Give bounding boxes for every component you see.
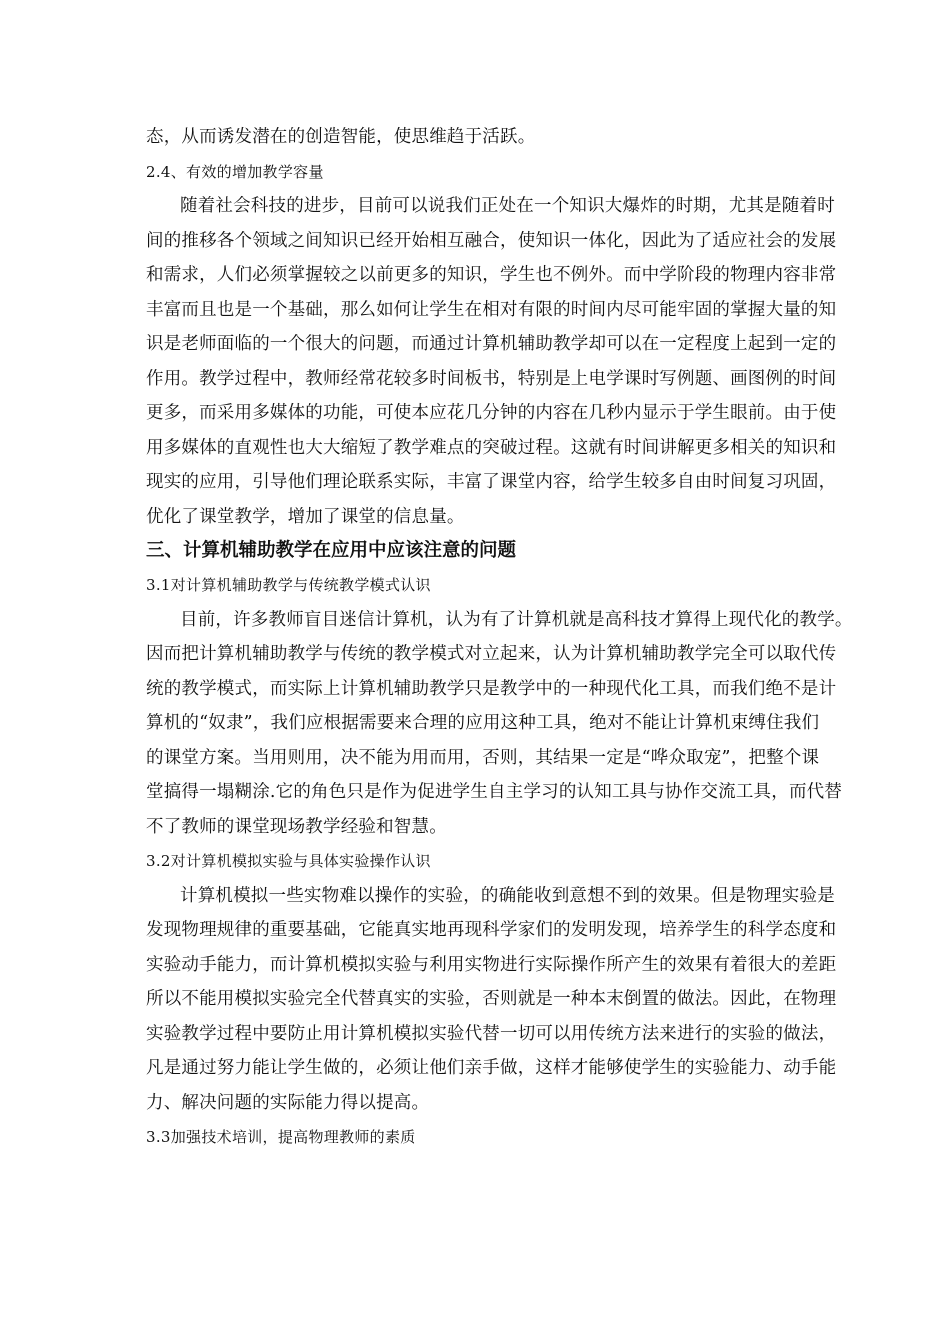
paragraph-line: 实验教学过程中要防止用计算机模拟实验代替一切可以用传统方法来进行的实验的做法， (146, 1023, 837, 1044)
section-heading-2-4: 2.4、有效的增加教学容量 (146, 162, 324, 181)
section-heading-3-1: 3.1对计算机辅助教学与传统教学模式认识 (146, 576, 431, 594)
paragraph-line: 丰富而且也是一个基础，那么如何让学生在相对有限的时间内尽可能牢固的掌握大量的知 (146, 299, 837, 320)
paragraph-line: 作用。教学过程中，教师经常花较多时间板书，特别是上电学课时写例题、画图例的时间 (146, 368, 837, 389)
paragraph-line: 和需求，人们必须掌握较之以前更多的知识，学生也不例外。而中学阶段的物理内容非常 (146, 265, 837, 285)
paragraph-line: 随着社会科技的进步，目前可以说我们正处在一个知识大爆炸的时期，尤其是随着时 (180, 196, 835, 216)
paragraph-cai-vs-traditional (146, 603, 853, 845)
paragraph-line: 的课堂方案。当用则用，决不能为用而用，否则，其结果一定是“哗众取宠”，把整个课 (146, 747, 820, 768)
paragraph-simulation-vs-experiment (146, 879, 837, 1121)
paragraph-line: 态，从而诱发潜在的创造智能，使思维趋于活跃。 (146, 127, 536, 147)
section-heading-3-2: 3.2对计算机模拟实验与具体实验操作认识 (146, 852, 431, 870)
paragraph-line: 所以不能用模拟实验完全代替真实的实验，否则就是一种本末倒置的做法。因此，在物理 (146, 989, 837, 1009)
paragraph-line: 不了教师的课堂现场教学经验和智慧。 (146, 816, 447, 837)
paragraph-line: 力、解决问题的实际能力得以提高。 (146, 1092, 430, 1113)
paragraph-line: 用多媒体的直观性也大大缩短了教学难点的突破过程。这就有时间讲解更多相关的知识和 (146, 437, 837, 458)
paragraph-line: 目前，许多教师盲目迷信计算机，认为有了计算机就是高科技才算得上现代化的教学。 (180, 609, 853, 630)
chapter-heading-3: 三、计算机辅助教学在应用中应该注意的问题 (146, 540, 517, 561)
paragraph-line: 发现物理规律的重要基础，它能真实地再现科学家们的发明发现，培养学生的科学态度和 (146, 920, 837, 940)
paragraph-line: 识是老师面临的一个很大的问题，而通过计算机辅助教学却可以在一定程度上起到一定的 (146, 334, 837, 354)
paragraph-teaching-capacity (146, 189, 837, 534)
paragraph-line: 计算机模拟一些实物难以操作的实验，的确能收到意想不到的效果。但是物理实验是 (180, 885, 835, 906)
paragraph-line: 现实的应用，引导他们理论联系实际，丰富了课堂内容，给学生较多自由时间复习巩固， (146, 472, 837, 492)
document-body (146, 120, 853, 1155)
paragraph-line: 优化了课堂教学，增加了课堂的信息量。 (146, 506, 465, 527)
paragraph-line: 算机的“奴隶”，我们应根据需要来合理的应用这种工具，绝对不能让计算机束缚住我们 (146, 713, 820, 733)
section-heading-3-3: 3.3加强技术培训，提高物理教师的素质 (146, 1128, 416, 1146)
paragraph-line: 实验动手能力，而计算机模拟实验与利用实物进行实际操作所产生的效果有着很大的差距 (146, 954, 837, 975)
paragraph-line: 更多，而采用多媒体的功能，可使本应花几分钟的内容在几秒内显示于学生眼前。由于使 (146, 403, 837, 423)
paragraph-line: 统的教学模式，而实际上计算机辅助教学只是教学中的一种现代化工具，而我们绝不是计 (146, 678, 837, 699)
paragraph-line: 凡是通过努力能让学生做的，必须让他们亲手做，这样才能够使学生的实验能力、动手能 (146, 1058, 837, 1078)
paragraph-line: 间的推移各个领域之间知识已经开始相互融合，使知识一体化，因此为了适应社会的发展 (146, 230, 837, 251)
paragraph-line: 因而把计算机辅助教学与传统的教学模式对立起来，认为计算机辅助教学完全可以取代传 (146, 644, 837, 664)
paragraph-line: 堂搞得一塌糊涂.它的角色只是作为促进学生自主学习的认知工具与协作交流工具，而代替 (146, 782, 843, 802)
